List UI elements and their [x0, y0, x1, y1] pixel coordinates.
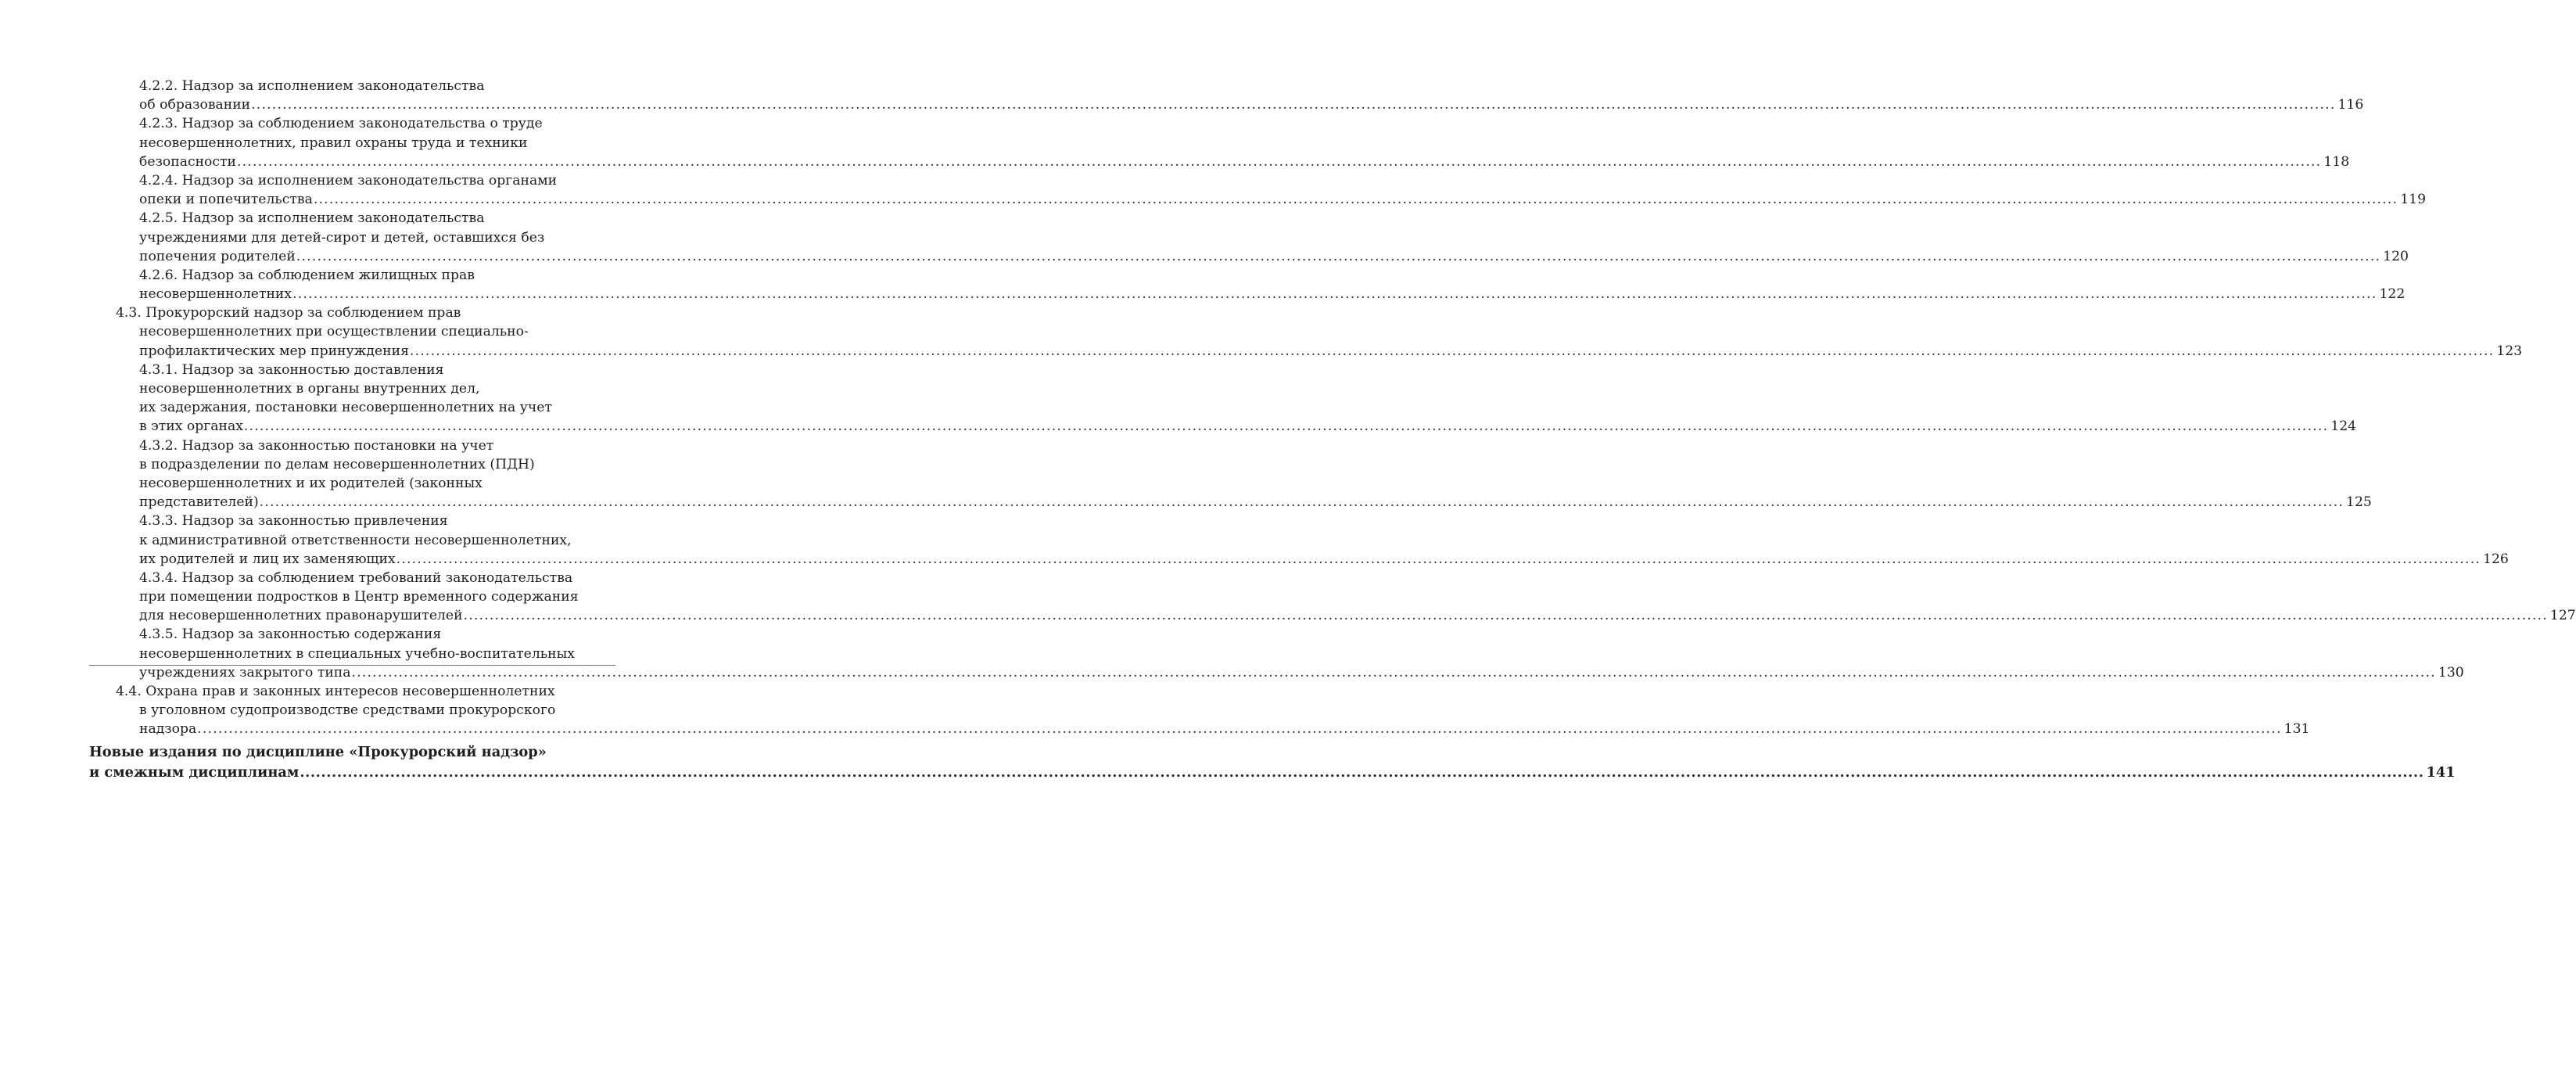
toc-entry-title-text: об образовании — [139, 97, 251, 113]
toc-entry-title-text: несовершеннолетних в специальных учебно-воспитательных — [139, 645, 575, 662]
toc-entry-line — [139, 720, 2310, 738]
toc-entry-line — [139, 342, 2523, 361]
toc-entry-title-text: 4.3.1. Надзор за законностью доставления — [139, 361, 444, 378]
toc-entry-line — [139, 701, 615, 720]
toc-entry-title-text: учреждениях закрытого типа — [139, 664, 351, 681]
toc-entry-line — [139, 417, 2357, 436]
dot-leader: ................................................................................................................................................................................................................................................................................................................................................................................................................ — [259, 494, 2345, 511]
toc-entry-line — [139, 114, 615, 133]
toc-entry-title-text: 4.2.5. Надзор за исполнением законодательства — [139, 210, 485, 227]
toc-entry-line — [139, 190, 2427, 209]
toc-entry-title-text: 4.3.4. Надзор за соблюдением требований законодательства — [139, 569, 573, 586]
toc-entry — [0, 303, 2523, 361]
dot-leader: ................................................................................................................................................................................................................................................................................................................................................................................................................ — [292, 286, 2377, 303]
dot-leader: ................................................................................................................................................................................................................................................................................................................................................................................................................ — [396, 551, 2481, 567]
toc-entry-line — [139, 171, 615, 190]
dot-leader: ................................................................................................................................................................................................................................................................................................................................................................................................................ — [409, 343, 2495, 359]
toc-entry-title-text: несовершеннолетних в органы внутренних дел, — [139, 381, 480, 397]
toc-entry-title-text: 4.2.2. Надзор за исполнением законодательства — [139, 78, 485, 94]
toc-entry-line — [139, 587, 615, 606]
toc-entry-line — [139, 645, 615, 663]
dot-leader: ................................................................................................................................................................................................................................................................................................................................................................................................................ — [463, 608, 2548, 624]
toc-entry-title-text: и смежным дисциплинам — [89, 763, 300, 781]
toc-entry — [0, 361, 2357, 436]
toc-entry-line — [139, 379, 615, 398]
dot-leader: ................................................................................................................................................................................................................................................................................................................................................................................................................ — [243, 418, 2329, 435]
toc-entry-title-text: несовершеннолетних, правил охраны труда и техники — [139, 135, 528, 151]
dot-leader: ................................................................................................................................................................................................................................................................................................................................................................................................................ — [296, 248, 2381, 264]
toc-entry — [0, 436, 2372, 512]
toc-entry-title-text: представителей) — [139, 494, 259, 511]
toc-entry-title-text: их родителей и лиц их заменяющих — [139, 551, 396, 567]
toc-entry-page-number: 122 — [2379, 286, 2406, 303]
toc-entry-title-text: 4.3.5. Надзор за законностью содержания — [139, 627, 442, 643]
toc-entry-line — [139, 606, 2576, 625]
toc-entry-title-text: опеки и попечительства — [139, 192, 313, 208]
toc-entry-line — [89, 763, 2456, 783]
toc-entry-line — [139, 512, 615, 530]
toc-entry — [0, 569, 2576, 626]
toc-entry-line — [139, 153, 2350, 171]
toc-entry-line — [139, 474, 615, 493]
toc-entry — [0, 512, 2509, 569]
toc-entry-page-number: 141 — [2426, 763, 2456, 781]
toc-entry-line — [89, 742, 615, 763]
toc-entry-line — [139, 663, 2464, 682]
toc-entry-title-text: 4.2.6. Надзор за соблюдением жилищных прав — [139, 267, 475, 283]
toc-entry — [0, 114, 2350, 171]
toc-entry-line — [139, 493, 2372, 512]
toc-entry-title-text: несовершеннолетних при осуществлении специально- — [139, 324, 529, 340]
toc-entry-title-text: безопасности — [139, 153, 236, 170]
toc-entry — [0, 77, 2364, 114]
toc-entry-title-text: попечения родителей — [139, 248, 296, 264]
toc-entry-line — [139, 95, 2364, 114]
toc-entry — [0, 625, 2464, 682]
toc-entry — [0, 682, 2310, 739]
toc-entry — [0, 266, 2406, 303]
dot-leader: ................................................................................................................................................................................................................................................................................................................................................................................................................ — [313, 192, 2398, 208]
toc-entry-title-text: 4.3.3. Надзор за законностью привлечения — [139, 513, 448, 530]
toc-entry-title-text: в подразделении по делам несовершеннолетних (ПДН) — [139, 456, 535, 472]
toc-entry-title-text: в уголовном судопроизводстве средствами прокурорского — [139, 702, 556, 719]
toc-entry-page-number: 119 — [2400, 192, 2427, 208]
toc-entry-line — [139, 322, 615, 341]
toc-entry-page-number: 125 — [2346, 494, 2372, 511]
toc-entry-line — [139, 436, 615, 455]
toc-entry-line — [116, 682, 615, 701]
toc-entry-line — [139, 209, 615, 228]
toc-entry-line — [139, 455, 615, 474]
toc-entry-page-number: 123 — [2496, 343, 2523, 359]
toc-entry-page-number: 131 — [2284, 721, 2310, 738]
toc-entry-line — [139, 247, 2409, 266]
toc-entry-line — [139, 266, 615, 285]
table-of-contents — [0, 77, 2576, 783]
toc-entry-title-text: при помещении подростков в Центр временного содержания — [139, 589, 579, 605]
toc-entry-line — [139, 550, 2509, 569]
toc-entry-page-number: 124 — [2330, 418, 2357, 435]
section-divider — [89, 665, 615, 666]
toc-entry-line — [139, 569, 615, 587]
toc-entry — [0, 171, 2427, 209]
toc-entry-title-text: в этих органах — [139, 418, 243, 435]
toc-entry-title-text: их задержания, постановки несовершеннолетних на учет — [139, 400, 552, 416]
toc-entry-title-text: 4.4. Охрана прав и законных интересов несовершеннолетних — [116, 684, 555, 699]
toc-entry-title-text: к административной ответственности несовершеннолетних, — [139, 532, 572, 548]
toc-entry-line — [139, 77, 615, 95]
toc-entry-title-text: надзора — [139, 721, 197, 738]
toc-entry-line — [139, 134, 615, 153]
toc-entry-page-number: 126 — [2483, 551, 2509, 567]
toc-entry-line — [116, 303, 615, 322]
toc-entry-title-text: 4.3. Прокурорский надзор за соблюдением прав — [116, 305, 461, 321]
toc-entry-page-number: 120 — [2383, 248, 2409, 264]
toc-entry-title-text: 4.2.4. Надзор за исполнением законодательства органами — [139, 172, 558, 189]
toc-entry-title-text: несовершеннолетних и их родителей (законных — [139, 475, 483, 491]
toc-entry-title-text: учреждениями для детей-сирот и детей, оставшихся без — [139, 229, 545, 246]
toc-entry — [0, 742, 2456, 783]
toc-entry-line — [139, 228, 615, 247]
toc-entry-title-text: несовершеннолетних — [139, 286, 292, 303]
toc-entry-title-text: 4.2.3. Надзор за соблюдением законодательства о труде — [139, 116, 543, 132]
toc-entry-line — [139, 398, 615, 417]
toc-entry-line — [139, 625, 615, 644]
toc-entry-line — [139, 531, 615, 550]
toc-entry-title-text: для несовершеннолетних правонарушителей — [139, 608, 463, 624]
dot-leader: ................................................................................................................................................................................................................................................................................................................................................................................................................ — [351, 664, 2436, 681]
toc-entry-page-number: 130 — [2438, 664, 2464, 681]
dot-leader: ................................................................................................................................................................................................................................................................................................................................................................................................................ — [300, 763, 2424, 781]
dot-leader: ................................................................................................................................................................................................................................................................................................................................................................................................................ — [197, 721, 2282, 738]
toc-entry-title-text: профилактических мер принуждения — [139, 343, 409, 359]
toc-entry — [0, 209, 2409, 266]
toc-entry-title-text: Новые издания по дисциплине «Прокурорский надзор» — [89, 743, 547, 760]
toc-entry-line — [139, 285, 2406, 303]
toc-entry-page-number: 127 — [2549, 608, 2576, 624]
dot-leader: ................................................................................................................................................................................................................................................................................................................................................................................................................ — [251, 97, 2336, 113]
toc-entry-page-number: 116 — [2337, 97, 2364, 113]
toc-entry-page-number: 118 — [2323, 153, 2350, 170]
toc-entry-line — [139, 361, 615, 379]
dot-leader: ................................................................................................................................................................................................................................................................................................................................................................................................................ — [236, 153, 2322, 170]
toc-entry-title-text: 4.3.2. Надзор за законностью постановки на учет — [139, 437, 494, 454]
